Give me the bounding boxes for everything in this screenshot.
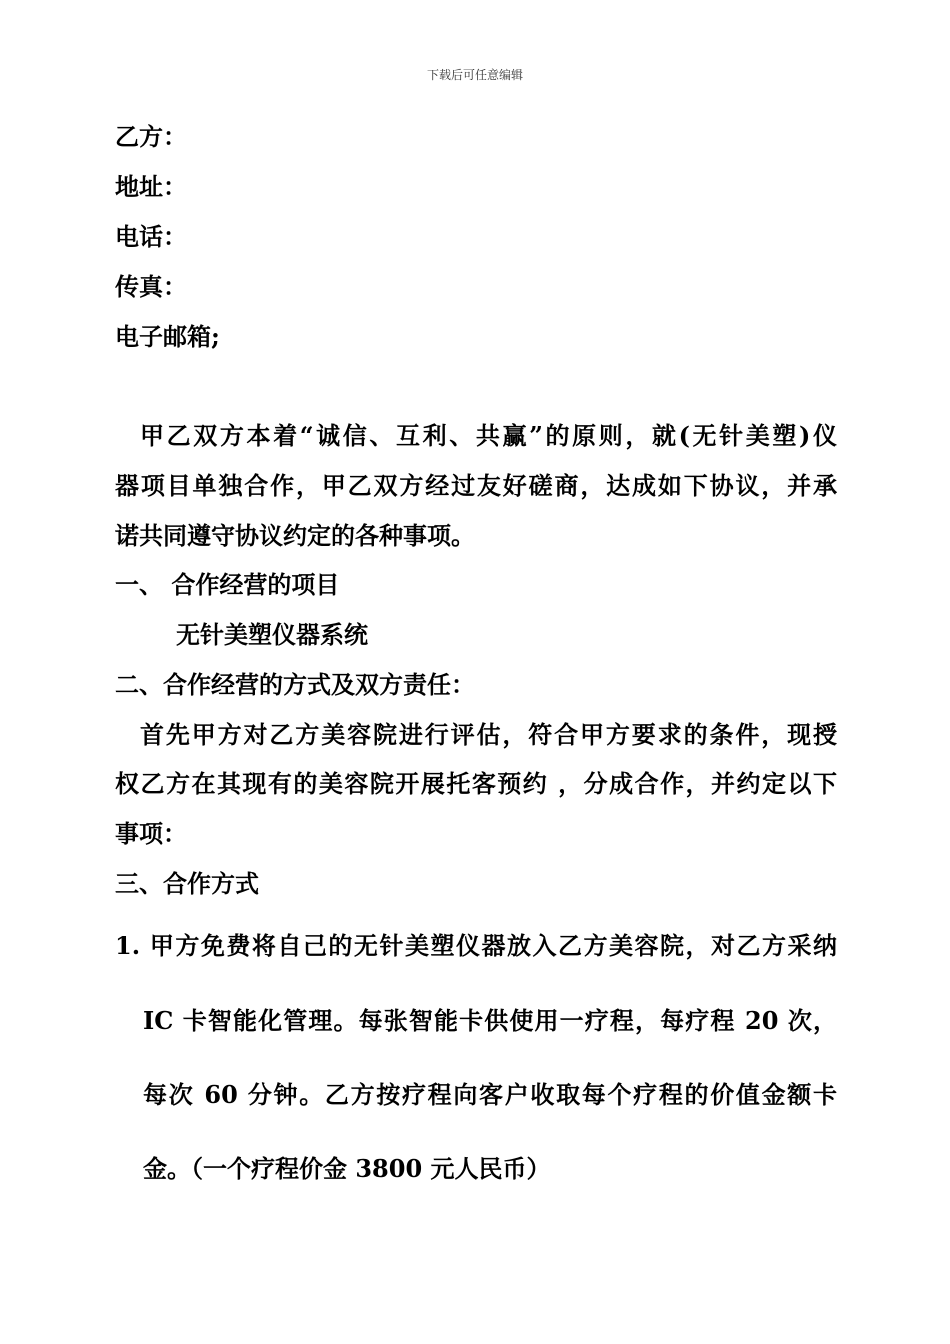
section-3-item-1-line-2: IC 卡智能化管理。每张智能卡供使用一疗程，每疗程 20 次， [143, 1006, 837, 1035]
section-1-heading: 一、 合作经营的项目 [115, 570, 340, 599]
intro-line-2: 器项目单独合作，甲乙双方经过友好磋商，达成如下协议，并承 [115, 471, 837, 500]
section-3-heading: 三、合作方式 [115, 869, 259, 898]
party-b-phone-label: 电话： [115, 222, 187, 251]
section-1-content: 无针美塑仪器系统 [176, 620, 368, 649]
header-note: 下载后可任意编辑 [426, 68, 523, 82]
section-2-line-2: 权乙方在其现有的美容院开展托客预约 ，分成合作，并约定以下 [115, 769, 837, 798]
section-3-item-1-line-4: 金。（一个疗程价金 3800 元人民币） [143, 1154, 551, 1183]
section-2-line-3: 事项： [115, 819, 187, 848]
section-3-item-1-line-1: 1. 甲方免费将自己的无针美塑仪器放入乙方美容院，对乙方采纳 [115, 931, 837, 960]
section-3-item-1-line-3: 每次 60 分钟。乙方按疗程向客户收取每个疗程的价值金额卡 [143, 1080, 837, 1109]
party-b-fax-label: 传真： [115, 272, 187, 301]
party-b-name-label: 乙方： [115, 122, 187, 151]
party-b-address-label: 地址： [115, 172, 187, 201]
section-2-line-1: 首先甲方对乙方美容院进行评估，符合甲方要求的条件，现授 [140, 720, 837, 749]
party-b-email-label: 电子邮箱; [115, 322, 220, 351]
intro-line-3: 诺共同遵守协议约定的各种事项。 [115, 521, 475, 550]
intro-line-1: 甲乙双方本着“诚信、互利、共赢”的原则，就(无针美塑)仪 [140, 421, 837, 450]
section-2-heading: 二、合作经营的方式及双方责任： [115, 670, 475, 699]
